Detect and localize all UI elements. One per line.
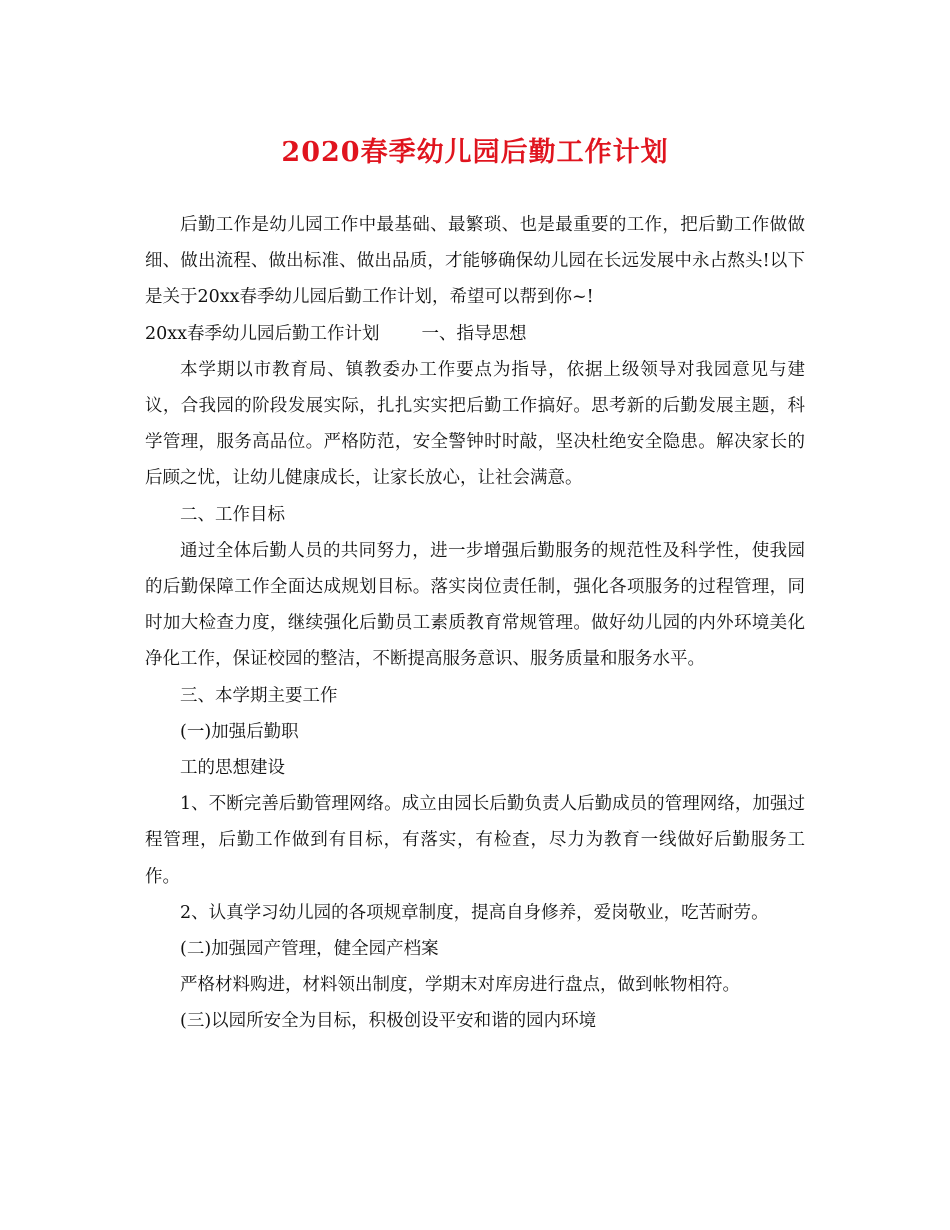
section1-heading: 一、指导思想 [421,323,527,344]
document-title: 2020春季幼儿园后勤工作计划 [281,137,669,168]
section3-heading: 三、本学期主要工作 [180,685,338,706]
plan-name-line [145,316,805,352]
section2-body: 通过全体后勤人员的共同努力，进一步增强后勤服务的规范性及科学性，使我园的后勤保障工作全面达成规划目标。落实岗位责任制，强化各项服务的过程管理，同时加大检查力度，继续强化后勤员工素质教育常规管理。做好幼儿园的内外环境美化净化工作，保证校园的整洁，不断提高服务意识、服务质量和服务水平。 [145,540,805,670]
item-2: 2、认真学习幼儿园的各项规章制度，提高自身修养，爱岗敬业，吃苦耐劳。 [180,902,769,923]
sub2-heading: (二)加强园产管理，健全园产档案 [180,939,439,960]
document-body [145,207,805,1040]
sub1-heading-a: (一)加强后勤职 [180,721,299,742]
intro-paragraph: 后勤工作是幼儿园工作中最基础、最繁琐、也是最重要的工作，把后勤工作做做细、做出流程、做出标准、做出品质，才能够确保幼儿园在长远发展中永占熬头!以下是关于20xx春季幼儿园后勤工作计划，希望可以帮到你~! [145,215,805,308]
sub3-heading: (三)以园所安全为目标，积极创设平安和谐的园内环境 [180,1011,597,1032]
sub1-heading-b: 工的思想建设 [180,758,285,779]
sub2-body: 严格材料购进，材料领出制度，学期末对库房进行盘点，做到帐物相符。 [180,975,740,996]
plan-name: 20xx春季幼儿园后勤工作计划 [145,323,380,344]
section2-heading: 二、工作目标 [180,504,285,525]
item-1: 1、不断完善后勤管理网络。成立由园长后勤负责人后勤成员的管理网络，加强过程管理，后勤工作做到有目标，有落实，有检查，尽力为教育一线做好后勤服务工作。 [145,794,805,887]
section1-body: 本学期以市教育局、镇教委办工作要点为指导，依据上级领导对我园意见与建议，合我园的阶段发展实际，扎扎实实把后勤工作搞好。思考新的后勤发展主题，科学管理，服务高品位。严格防范，安全警钟时时敲，坚决杜绝安全隐患。解决家长的后顾之忧，让幼儿健康成长，让家长放心，让社会满意。 [145,359,805,489]
